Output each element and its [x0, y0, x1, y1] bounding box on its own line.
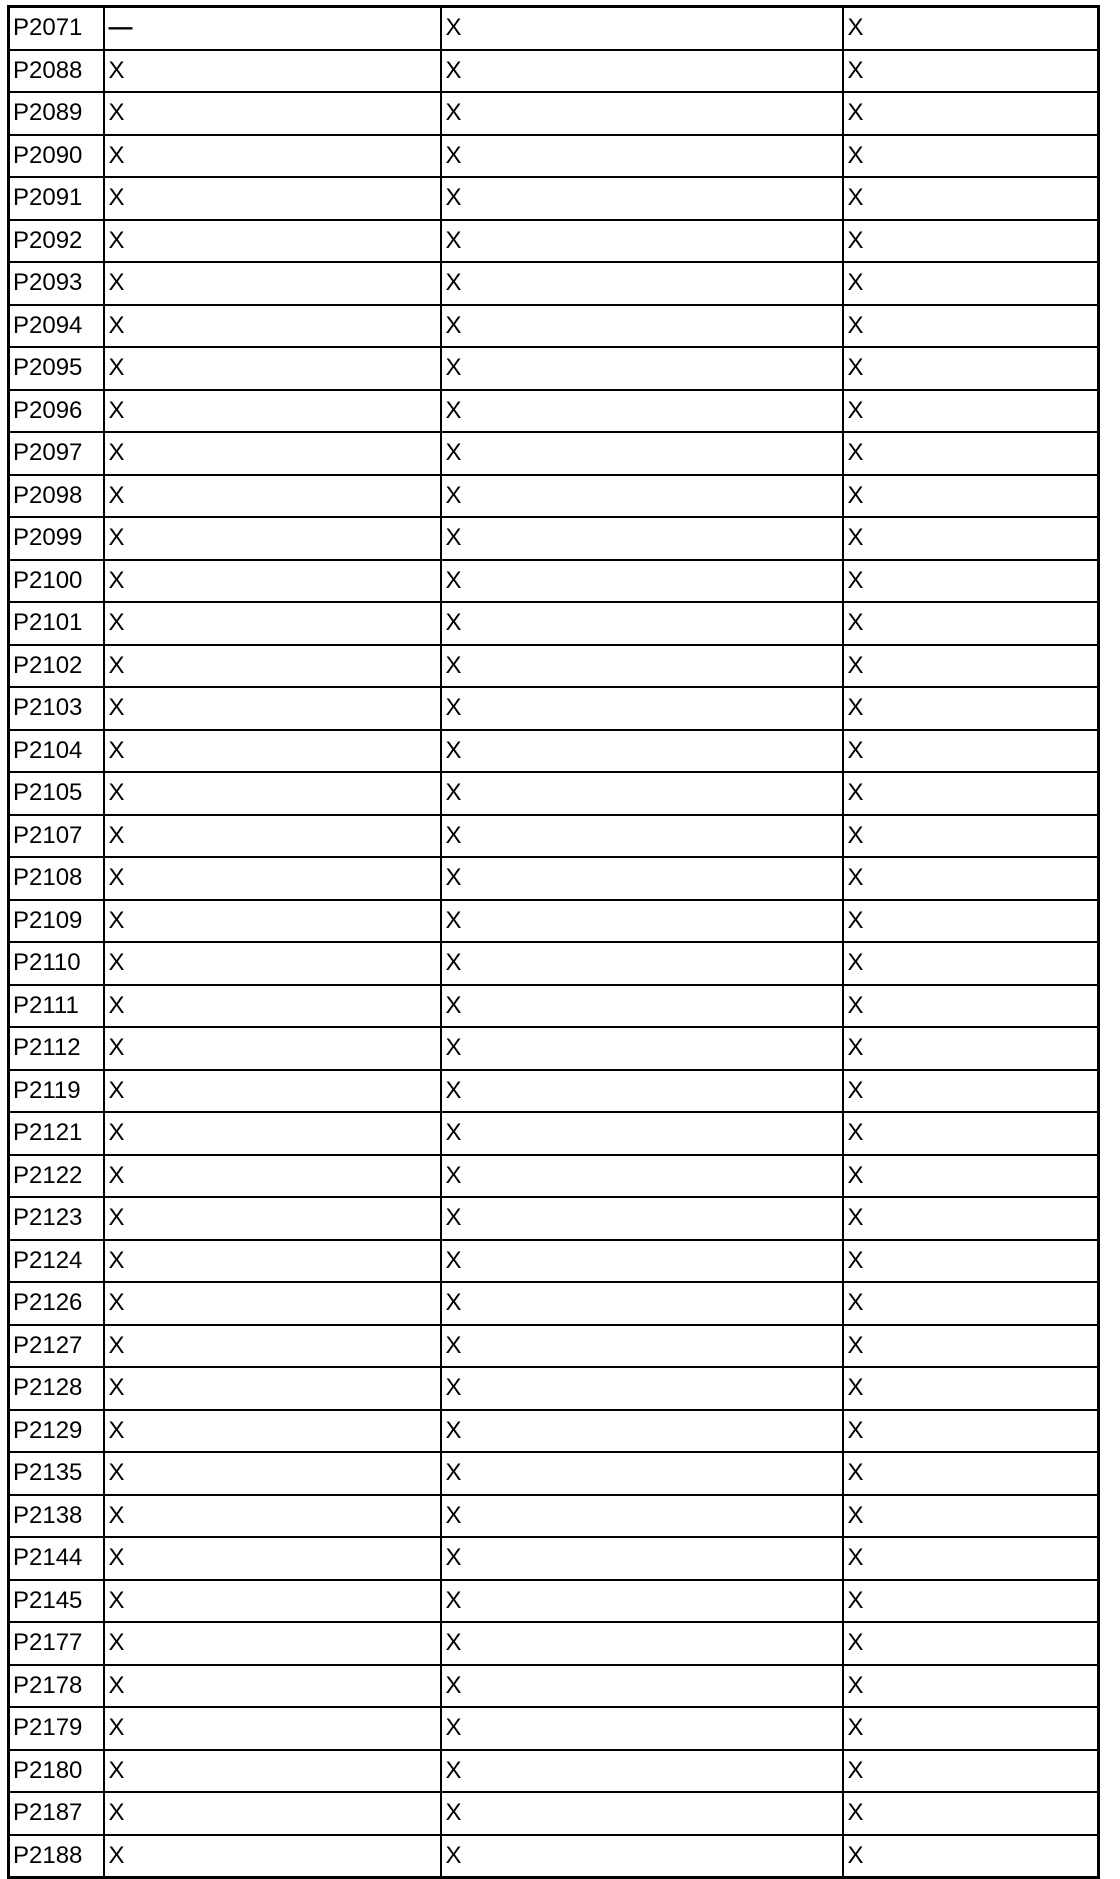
column-3-cell: X	[843, 1070, 1099, 1113]
dtc-table-body	[9, 7, 1099, 1878]
dtc-code-cell: P2090	[9, 135, 104, 178]
table-row	[9, 1750, 1099, 1793]
column-2-cell: X	[441, 1410, 843, 1453]
column-1-cell: X	[104, 1622, 441, 1665]
column-1-cell: X	[104, 985, 441, 1028]
column-2-cell: X	[441, 7, 843, 50]
column-1-cell: X	[104, 602, 441, 645]
dtc-code-cell: P2124	[9, 1240, 104, 1283]
column-1-cell: X	[104, 1537, 441, 1580]
column-3-cell: X	[843, 305, 1099, 348]
column-2-cell: X	[441, 517, 843, 560]
table-row	[9, 730, 1099, 773]
dtc-code-cell: P2088	[9, 50, 104, 93]
column-2-cell: X	[441, 645, 843, 688]
column-2-cell: X	[441, 1027, 843, 1070]
table-row	[9, 92, 1099, 135]
column-3-cell: X	[843, 645, 1099, 688]
table-row	[9, 1070, 1099, 1113]
dtc-code-cell: P2091	[9, 177, 104, 220]
column-1-cell: X	[104, 517, 441, 560]
column-3-cell: X	[843, 390, 1099, 433]
column-1-cell: X	[104, 560, 441, 603]
table-row	[9, 815, 1099, 858]
table-row	[9, 1155, 1099, 1198]
table-row	[9, 135, 1099, 178]
column-3-cell: X	[843, 1792, 1099, 1835]
column-1-cell: X	[104, 1367, 441, 1410]
dtc-code-cell: P2096	[9, 390, 104, 433]
dtc-code-cell: P2111	[9, 985, 104, 1028]
column-2-cell: X	[441, 347, 843, 390]
dtc-table	[7, 5, 1100, 1879]
column-1-cell: X	[104, 900, 441, 943]
table-row	[9, 390, 1099, 433]
table-row	[9, 1580, 1099, 1623]
column-1-cell: X	[104, 1835, 441, 1878]
column-3-cell: X	[843, 1027, 1099, 1070]
dtc-code-cell: P2179	[9, 1707, 104, 1750]
column-3-cell: X	[843, 50, 1099, 93]
dtc-code-cell: P2127	[9, 1325, 104, 1368]
column-2-cell: X	[441, 857, 843, 900]
column-3-cell: X	[843, 1240, 1099, 1283]
column-3-cell: X	[843, 220, 1099, 263]
table-row	[9, 1495, 1099, 1538]
dtc-code-cell: P2092	[9, 220, 104, 263]
column-3-cell: X	[843, 177, 1099, 220]
column-3-cell: X	[843, 1622, 1099, 1665]
dtc-code-cell: P2099	[9, 517, 104, 560]
column-3-cell: X	[843, 517, 1099, 560]
table-row	[9, 517, 1099, 560]
column-1-cell: X	[104, 432, 441, 475]
table-row	[9, 1240, 1099, 1283]
dtc-code-cell: P2112	[9, 1027, 104, 1070]
dtc-code-cell: P2101	[9, 602, 104, 645]
column-1-cell: X	[104, 220, 441, 263]
column-2-cell: X	[441, 1367, 843, 1410]
table-row	[9, 1197, 1099, 1240]
column-2-cell: X	[441, 1750, 843, 1793]
table-row	[9, 1027, 1099, 1070]
column-2-cell: X	[441, 602, 843, 645]
dtc-code-cell: P2093	[9, 262, 104, 305]
dtc-code-cell: P2145	[9, 1580, 104, 1623]
dtc-code-cell: P2126	[9, 1282, 104, 1325]
column-3-cell: X	[843, 347, 1099, 390]
dtc-code-cell: P2103	[9, 687, 104, 730]
column-3-cell: X	[843, 772, 1099, 815]
dtc-code-cell: P2128	[9, 1367, 104, 1410]
column-1-cell: X	[104, 1155, 441, 1198]
table-row	[9, 347, 1099, 390]
dtc-code-cell: P2071	[9, 7, 104, 50]
dtc-code-cell: P2094	[9, 305, 104, 348]
column-1-cell: X	[104, 1027, 441, 1070]
column-2-cell: X	[441, 50, 843, 93]
column-3-cell: X	[843, 1325, 1099, 1368]
dtc-code-cell: P2180	[9, 1750, 104, 1793]
column-3-cell: X	[843, 7, 1099, 50]
column-2-cell: X	[441, 1495, 843, 1538]
dtc-code-cell: P2102	[9, 645, 104, 688]
column-1-cell: X	[104, 815, 441, 858]
table-row	[9, 220, 1099, 263]
column-1-cell: X	[104, 347, 441, 390]
dtc-code-cell: P2178	[9, 1665, 104, 1708]
column-3-cell: X	[843, 432, 1099, 475]
column-2-cell: X	[441, 772, 843, 815]
column-1-cell: X	[104, 50, 441, 93]
column-3-cell: X	[843, 1707, 1099, 1750]
column-3-cell: X	[843, 262, 1099, 305]
column-3-cell: X	[843, 1282, 1099, 1325]
column-1-cell: X	[104, 1410, 441, 1453]
column-2-cell: X	[441, 1325, 843, 1368]
dtc-code-cell: P2108	[9, 857, 104, 900]
column-2-cell: X	[441, 305, 843, 348]
column-3-cell: X	[843, 92, 1099, 135]
dtc-code-cell: P2129	[9, 1410, 104, 1453]
column-3-cell: X	[843, 857, 1099, 900]
table-row	[9, 305, 1099, 348]
column-2-cell: X	[441, 92, 843, 135]
column-1-cell: X	[104, 305, 441, 348]
dtc-code-cell: P2119	[9, 1070, 104, 1113]
column-2-cell: X	[441, 1155, 843, 1198]
column-2-cell: X	[441, 220, 843, 263]
table-row	[9, 262, 1099, 305]
table-row	[9, 772, 1099, 815]
column-1-cell: X	[104, 1240, 441, 1283]
table-row	[9, 1367, 1099, 1410]
column-1-cell: X	[104, 1750, 441, 1793]
dtc-code-cell: P2144	[9, 1537, 104, 1580]
dtc-code-cell: P2089	[9, 92, 104, 135]
column-3-cell: X	[843, 560, 1099, 603]
column-2-cell: X	[441, 1070, 843, 1113]
table-row	[9, 1835, 1099, 1878]
column-3-cell: X	[843, 900, 1099, 943]
table-row	[9, 1282, 1099, 1325]
column-1-cell: X	[104, 942, 441, 985]
column-2-cell: X	[441, 815, 843, 858]
column-3-cell: X	[843, 1155, 1099, 1198]
table-row	[9, 1622, 1099, 1665]
column-1-cell: X	[104, 1325, 441, 1368]
table-row	[9, 1452, 1099, 1495]
column-1-cell: X	[104, 1452, 441, 1495]
column-2-cell: X	[441, 1835, 843, 1878]
column-1-cell: X	[104, 1792, 441, 1835]
dtc-code-cell: P2135	[9, 1452, 104, 1495]
column-3-cell: X	[843, 985, 1099, 1028]
column-2-cell: X	[441, 985, 843, 1028]
column-3-cell: X	[843, 1495, 1099, 1538]
column-2-cell: X	[441, 1197, 843, 1240]
column-1-cell: X	[104, 475, 441, 518]
column-3-cell: X	[843, 1665, 1099, 1708]
column-2-cell: X	[441, 1240, 843, 1283]
column-3-cell: X	[843, 135, 1099, 178]
dtc-code-cell: P2123	[9, 1197, 104, 1240]
column-3-cell: X	[843, 1112, 1099, 1155]
column-2-cell: X	[441, 1112, 843, 1155]
column-1-cell: X	[104, 645, 441, 688]
column-3-cell: X	[843, 1580, 1099, 1623]
column-3-cell: X	[843, 602, 1099, 645]
column-2-cell: X	[441, 1452, 843, 1495]
table-row	[9, 1792, 1099, 1835]
dtc-code-cell: P2097	[9, 432, 104, 475]
column-1-cell: X	[104, 1197, 441, 1240]
column-2-cell: X	[441, 687, 843, 730]
column-1-cell: —	[104, 7, 441, 50]
column-3-cell: X	[843, 1750, 1099, 1793]
column-2-cell: X	[441, 560, 843, 603]
column-1-cell: X	[104, 1282, 441, 1325]
table-row	[9, 900, 1099, 943]
column-2-cell: X	[441, 177, 843, 220]
column-1-cell: X	[104, 177, 441, 220]
column-1-cell: X	[104, 390, 441, 433]
column-3-cell: X	[843, 730, 1099, 773]
column-3-cell: X	[843, 1410, 1099, 1453]
column-1-cell: X	[104, 92, 441, 135]
column-3-cell: X	[843, 1367, 1099, 1410]
table-row	[9, 432, 1099, 475]
column-3-cell: X	[843, 815, 1099, 858]
column-2-cell: X	[441, 475, 843, 518]
dtc-code-cell: P2188	[9, 1835, 104, 1878]
dtc-code-cell: P2121	[9, 1112, 104, 1155]
column-2-cell: X	[441, 135, 843, 178]
column-1-cell: X	[104, 857, 441, 900]
table-row	[9, 687, 1099, 730]
column-2-cell: X	[441, 1622, 843, 1665]
column-2-cell: X	[441, 1282, 843, 1325]
dtc-code-cell: P2107	[9, 815, 104, 858]
dtc-code-cell: P2122	[9, 1155, 104, 1198]
dtc-code-cell: P2095	[9, 347, 104, 390]
dtc-table-container	[7, 5, 1097, 1879]
column-1-cell: X	[104, 1070, 441, 1113]
table-row	[9, 1112, 1099, 1155]
table-row	[9, 475, 1099, 518]
column-2-cell: X	[441, 262, 843, 305]
column-2-cell: X	[441, 432, 843, 475]
column-3-cell: X	[843, 942, 1099, 985]
column-2-cell: X	[441, 1665, 843, 1708]
column-1-cell: X	[104, 1580, 441, 1623]
column-3-cell: X	[843, 475, 1099, 518]
column-3-cell: X	[843, 1835, 1099, 1878]
table-row	[9, 1410, 1099, 1453]
dtc-code-cell: P2177	[9, 1622, 104, 1665]
table-row	[9, 1707, 1099, 1750]
column-1-cell: X	[104, 730, 441, 773]
column-2-cell: X	[441, 900, 843, 943]
table-row	[9, 50, 1099, 93]
dtc-code-cell: P2100	[9, 560, 104, 603]
dtc-code-cell: P2187	[9, 1792, 104, 1835]
dtc-code-cell: P2104	[9, 730, 104, 773]
column-1-cell: X	[104, 262, 441, 305]
table-row	[9, 1325, 1099, 1368]
table-row	[9, 645, 1099, 688]
column-1-cell: X	[104, 1665, 441, 1708]
table-row	[9, 942, 1099, 985]
table-row	[9, 177, 1099, 220]
column-1-cell: X	[104, 135, 441, 178]
column-1-cell: X	[104, 1495, 441, 1538]
dtc-code-cell: P2138	[9, 1495, 104, 1538]
column-3-cell: X	[843, 1537, 1099, 1580]
table-row	[9, 602, 1099, 645]
dtc-code-cell: P2109	[9, 900, 104, 943]
column-2-cell: X	[441, 1580, 843, 1623]
dtc-code-cell: P2110	[9, 942, 104, 985]
table-row	[9, 560, 1099, 603]
column-1-cell: X	[104, 1112, 441, 1155]
column-2-cell: X	[441, 942, 843, 985]
dtc-code-cell: P2098	[9, 475, 104, 518]
column-3-cell: X	[843, 1197, 1099, 1240]
dtc-code-cell: P2105	[9, 772, 104, 815]
table-row	[9, 7, 1099, 50]
column-2-cell: X	[441, 390, 843, 433]
table-row	[9, 985, 1099, 1028]
column-1-cell: X	[104, 687, 441, 730]
column-1-cell: X	[104, 772, 441, 815]
table-row	[9, 857, 1099, 900]
column-3-cell: X	[843, 687, 1099, 730]
column-2-cell: X	[441, 1707, 843, 1750]
column-2-cell: X	[441, 1537, 843, 1580]
column-2-cell: X	[441, 730, 843, 773]
table-row	[9, 1665, 1099, 1708]
column-1-cell: X	[104, 1707, 441, 1750]
column-2-cell: X	[441, 1792, 843, 1835]
column-3-cell: X	[843, 1452, 1099, 1495]
table-row	[9, 1537, 1099, 1580]
